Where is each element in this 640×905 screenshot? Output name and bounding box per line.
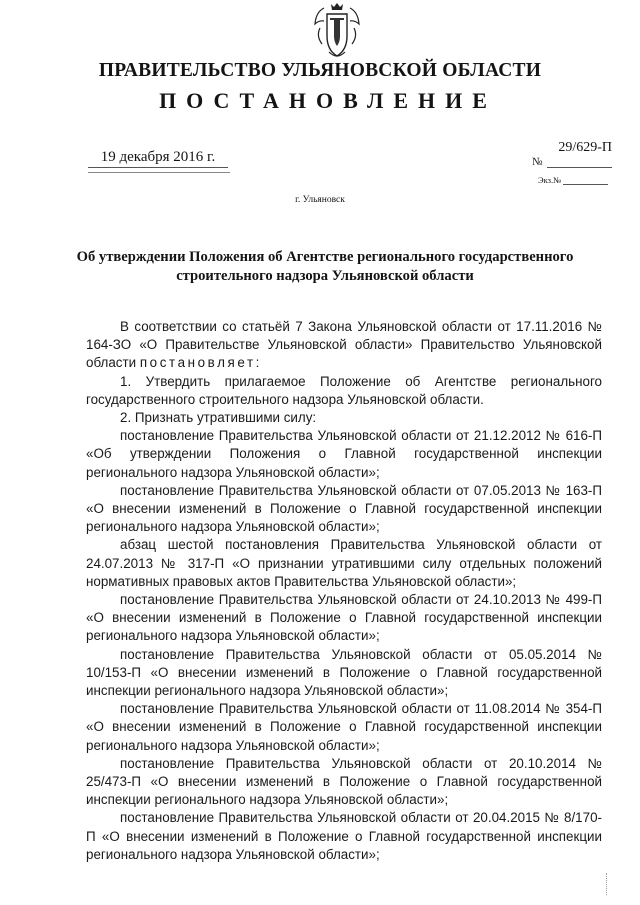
scan-edge-mark (606, 873, 609, 895)
date-rule (88, 172, 230, 173)
repealed-act-paragraph: постановление Правительства Ульяновской области от 20.10.2014 № 25/473-П «О внесении изменений в Положение о Главной государственной инспекции регионального надзора Ульяновской области»; (86, 755, 602, 808)
number-sign: № (532, 156, 543, 168)
copy-label: Экз.№ (538, 175, 562, 185)
intro-paragraph: В соответствии со статьёй 7 Закона Ульяновской области от 17.11.2016 № 164-ЗО «О Правительстве Ульяновской области» Правительство Ульяновской области постановляет: (86, 319, 602, 371)
city-label: г. Ульяновск (295, 195, 345, 205)
repealed-act-paragraph: постановление Правительства Ульяновской области от 21.12.2012 № 616-П «Об утверждении Положения о Главной государственной инспекции регионального надзора Ульяновской области»; (86, 428, 602, 480)
repealed-act-paragraph: постановление Правительства Ульяновской области от 24.10.2013 № 499-П «О внесении изменений в Положение о Главной государственной инспекции регионального надзора Ульяновской области»; (86, 592, 602, 644)
document-body (86, 318, 602, 864)
document-number-block (532, 140, 612, 168)
document-number: 29/629-П (558, 140, 612, 155)
resolves-word: постановляет: (139, 355, 263, 371)
item-2-paragraph: 2. Признать утратившими силу: (120, 410, 317, 426)
repealed-act-paragraph: постановление Правительства Ульяновской области от 20.04.2015 № 8/170-П «О внесении изменений в Положение о Главной государственной инспекции регионального надзора Ульяновской области»; (86, 810, 602, 862)
repealed-act-paragraph: постановление Правительства Ульяновской области от 11.08.2014 № 354-П «О внесении изменений в Положение о Главной государственной инспекции регионального надзора Ульяновской области»; (86, 701, 602, 753)
government-title: ПРАВИТЕЛЬСТВО УЛЬЯНОВСКОЙ ОБЛАСТИ (98, 60, 542, 81)
repealed-act-paragraph: постановление Правительства Ульяновской области от 05.05.2014 № 10/153-П «О внесении изменений в Положение о Главной государственной инспекции регионального надзора Ульяновской области»; (86, 646, 602, 699)
document-type-title: ПОСТАНОВЛЕНИЕ (159, 88, 497, 113)
repealed-act-paragraph: постановление Правительства Ульяновской области от 07.05.2013 № 163-П «О внесении изменений в Положение о Главной государственной инспекции регионального надзора Ульяновской области»; (86, 482, 602, 535)
item-1-paragraph: 1. Утвердить прилагаемое Положение об Агентстве регионального государственного строительного надзора Ульяновской области. (86, 373, 602, 407)
copy-number-field (538, 175, 608, 185)
repealed-act-paragraph: абзац шестой постановления Правительства Ульяновской области от 24.07.2013 № 317-П «О признании утратившими силу отдельных положений нормативных правовых актов Правительства Ульяновской области»; (86, 537, 602, 589)
coat-of-arms-emblem (314, 2, 360, 62)
number-rule (547, 157, 613, 168)
document-subject: Об утверждении Положения об Агентстве регионального государственного строительного надзора Ульяновской области (76, 249, 574, 284)
document-date: 19 декабря 2016 г. (88, 148, 228, 168)
